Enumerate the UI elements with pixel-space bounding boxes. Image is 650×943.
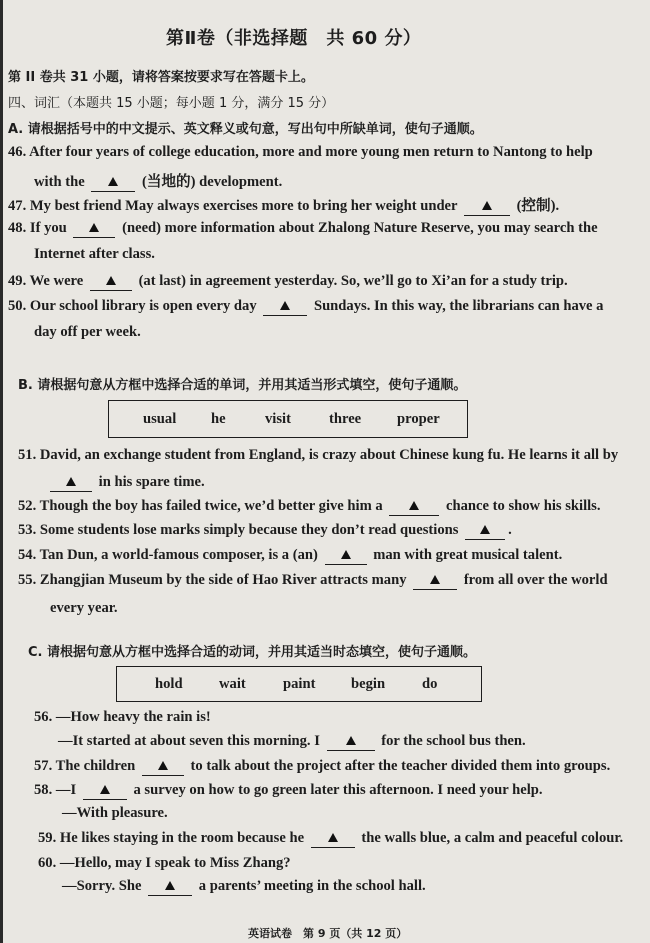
triangle-marker-icon <box>106 276 116 285</box>
q55-line1: 55. Zhangjian Museum by the side of Hao River attracts many from all over the world <box>18 572 608 588</box>
word-option: visit <box>265 410 291 427</box>
triangle-marker-icon <box>346 736 356 745</box>
intro-note: 第 II 卷共 31 小题，请将答案按要求写在答题卡上。 <box>8 70 314 85</box>
q58-line1: 58. —I a survey on how to go green later this afternoon. I need your help. <box>34 782 543 798</box>
q60-line2: —Sorry. She a parents’ meeting in the school hall. <box>62 878 426 894</box>
triangle-marker-icon <box>430 575 440 584</box>
q55-line2: every year. <box>50 600 118 616</box>
answer-blank[interactable] <box>148 880 192 896</box>
page-title: 第Ⅱ卷（非选择题 共 60 分） <box>166 28 422 49</box>
triangle-marker-icon <box>482 201 492 210</box>
triangle-marker-icon <box>100 785 110 794</box>
triangle-marker-icon <box>328 833 338 842</box>
word-option: three <box>329 410 362 427</box>
q58-line2: —With pleasure. <box>62 805 168 821</box>
word-option: he <box>211 410 226 427</box>
q60-line1: 60. —Hello, may I speak to Miss Zhang? <box>38 855 291 871</box>
answer-blank[interactable] <box>413 574 457 590</box>
page-footer: 英语试卷 第 9 页（共 12 页） <box>248 927 408 940</box>
answer-blank[interactable] <box>389 500 439 516</box>
answer-blank[interactable] <box>73 222 115 238</box>
word-option: wait <box>219 675 246 692</box>
triangle-marker-icon <box>158 761 168 770</box>
q51-line1: 51. David, an exchange student from England, is crazy about Chinese kung fu. He learns it all by <box>18 447 619 463</box>
word-option: proper <box>397 410 440 427</box>
answer-blank[interactable] <box>83 784 127 800</box>
part-c-instruction: C. 请根据句意从方框中选择合适的动词，并用其适当时态填空，使句子通顺。 <box>28 645 477 660</box>
answer-blank[interactable] <box>464 200 510 216</box>
triangle-marker-icon <box>66 477 76 486</box>
q50-line2: day off per week. <box>34 324 141 340</box>
q56-line2: —It started at about seven this morning. I for the school bus then. <box>58 733 526 749</box>
triangle-marker-icon <box>480 525 490 534</box>
answer-blank[interactable] <box>325 549 367 565</box>
triangle-marker-icon <box>108 177 118 186</box>
q46-line1: 46. After four years of college education, more and more young men return to Nantong to help <box>8 144 593 160</box>
answer-blank[interactable] <box>50 476 92 492</box>
word-option: do <box>422 675 438 692</box>
q52: 52. Though the boy has failed twice, we’d better give him a chance to show his skills. <box>18 498 601 514</box>
answer-blank[interactable] <box>327 735 375 751</box>
q59: 59. He likes staying in the room because he the walls blue, a calm and peaceful colour. <box>38 830 624 846</box>
word-option: hold <box>155 675 183 692</box>
answer-blank[interactable] <box>311 832 355 848</box>
triangle-marker-icon <box>409 501 419 510</box>
triangle-marker-icon <box>280 301 290 310</box>
q46-line2: with the (当地的) development. <box>34 174 283 190</box>
page-edge-shadow <box>0 0 3 943</box>
part-a-instruction: A. 请根据括号中的中文提示、英文释义或句意，写出句中所缺单词，使句子通顺。 <box>8 122 483 137</box>
q49: 49. We were (at last) in agreement yesterday. So, we’ll go to Xi’an for a study trip. <box>8 273 568 289</box>
q51-line2: in his spare time. <box>50 474 205 491</box>
answer-blank[interactable] <box>91 176 135 192</box>
answer-blank[interactable] <box>142 760 184 776</box>
q48-line1: 48. If you (need) more information about Zhalong Nature Reserve, you may search the <box>8 220 598 236</box>
part-b-instruction: B. 请根据句意从方框中选择合适的单词，并用其适当形式填空，使句子通顺。 <box>18 378 467 393</box>
word-box-b <box>108 400 468 438</box>
q56-line1: 56. —How heavy the rain is! <box>34 709 211 725</box>
q50-line1: 50. Our school library is open every day Sundays. In this way, the librarians can have a <box>8 298 604 314</box>
answer-blank[interactable] <box>263 300 307 316</box>
triangle-marker-icon <box>89 223 99 232</box>
answer-blank[interactable] <box>90 275 132 291</box>
q54: 54. Tan Dun, a world-famous composer, is a (an) man with great musical talent. <box>18 547 563 563</box>
word-option: begin <box>351 675 386 692</box>
triangle-marker-icon <box>165 881 175 890</box>
q53: 53. Some students lose marks simply because they don’t read questions . <box>18 522 512 538</box>
q57: 57. The children to talk about the project after the teacher divided them into groups. <box>34 758 611 774</box>
word-option: paint <box>283 675 316 692</box>
word-option: usual <box>143 410 177 427</box>
q48-line2: Internet after class. <box>34 246 155 262</box>
word-box-c <box>116 666 482 702</box>
triangle-marker-icon <box>341 550 351 559</box>
section-heading: 四、词汇（本题共 15 小题；每小题 1 分，满分 15 分） <box>8 96 335 111</box>
q47: 47. My best friend May always exercises more to bring her weight under (控制). <box>8 198 560 214</box>
answer-blank[interactable] <box>465 524 505 540</box>
